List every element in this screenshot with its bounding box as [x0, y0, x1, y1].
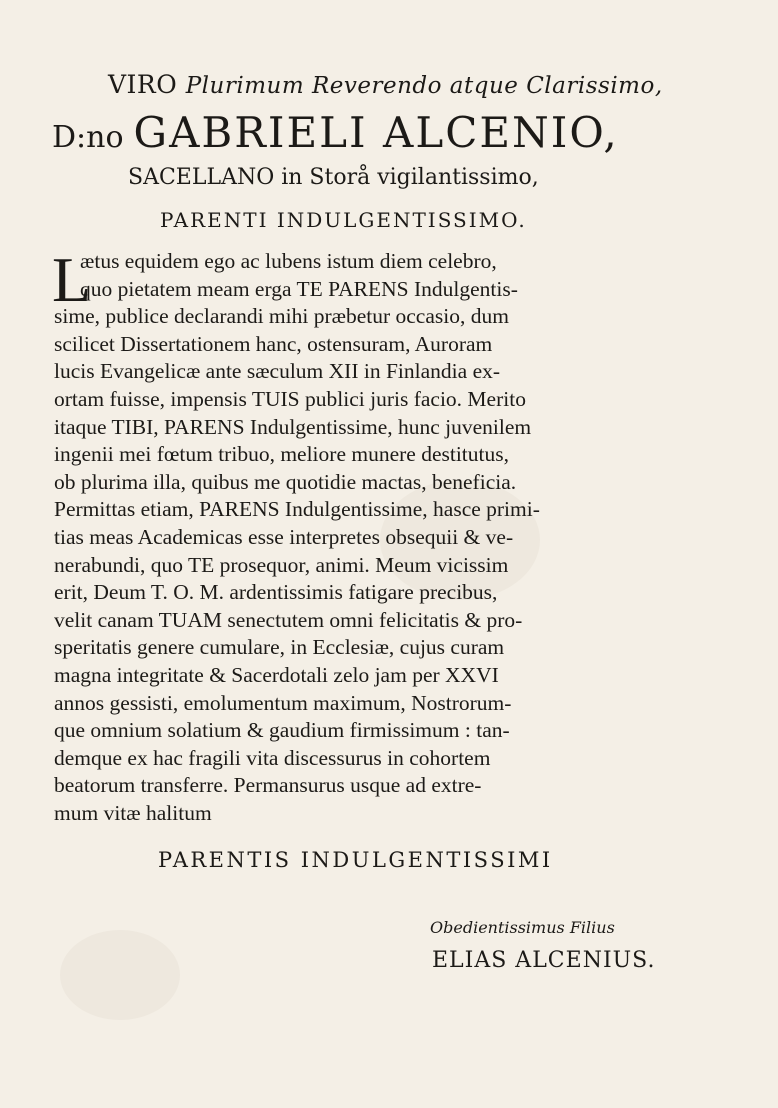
closing-formula: PARENTIS INDULGENTISSIMI: [158, 848, 553, 872]
body-line: Permittas etiam, PARENS Indulgentissime, hasce primi-: [54, 497, 540, 522]
viro-epithets: Plurimum Reverendo atque Clarissimo,: [185, 73, 663, 99]
body-line: ob plurima illa, quibus me quotidie mactas, beneficia.: [54, 469, 517, 494]
body-line: ætus equidem ego ac lubens istum diem celebro,: [80, 249, 497, 273]
viro-word: VIRO: [108, 70, 178, 99]
body-line: ortam fuisse, impensis TUIS publici juris facio. Merito: [54, 386, 526, 411]
body-line: annos gessisti, emolumentum maximum, Nostrorum-: [54, 690, 512, 715]
body-line: erit, Deum T. O. M. ardentissimis fatigare precibus,: [54, 580, 498, 605]
body-line: velit canam TUAM senectutem omni felicitatis & pro-: [54, 607, 523, 632]
body-line: speritatis genere cumulare, in Ecclesiæ, cujus curam: [54, 635, 505, 660]
body-line: mum vitæ halitum: [54, 800, 212, 825]
dedicatee-name: GABRIELI ALCENIO,: [133, 108, 619, 157]
signature-epithet: Obedientissimus Filius: [430, 918, 615, 937]
paper-stain: [60, 930, 180, 1020]
dedicatee-office: SACELLANO in Storå vigilantissimo,: [128, 165, 539, 190]
dedication-body: [52, 244, 734, 827]
body-line: tias meas Academicas esse interpretes obsequii & ve-: [54, 524, 514, 549]
body-line: lucis Evangelicæ ante sæculum XII in Finlandia ex-: [54, 359, 501, 384]
body-line: demque ex hac fragili vita discessurus in cohortem: [54, 745, 491, 770]
body-line: scilicet Dissertationem hanc, ostensuram, Auroram: [54, 331, 493, 356]
body-line: que omnium solatium & gaudium firmissimum : tan-: [54, 718, 510, 743]
dedication-line-viro: [108, 70, 663, 99]
body-line: quo pietatem meam erga TE PARENS Indulgentis-: [80, 276, 518, 301]
body-line: ingenii mei fœtum tribuo, meliore munere destitutus,: [54, 442, 509, 467]
dedicatee-relation: PARENTI INDULGENTISSIMO.: [160, 208, 527, 232]
body-line: sime, publice declarandi mihi præbetur occasio, dum: [54, 304, 509, 329]
dno-title: D:no: [52, 120, 124, 155]
signature-name: ELIAS ALCENIUS.: [432, 948, 656, 973]
drop-cap: L: [52, 244, 92, 315]
body-line: itaque TIBI, PARENS Indulgentissime, hunc juvenilem: [54, 414, 532, 439]
dedicatee-name-line: [52, 108, 619, 157]
body-line: nerabundi, quo TE prosequor, animi. Meum vicissim: [54, 552, 509, 577]
body-line: magna integritate & Sacerdotali zelo jam per XXVI: [54, 662, 499, 687]
body-line: beatorum transferre. Permansurus usque ad extre-: [54, 773, 482, 798]
